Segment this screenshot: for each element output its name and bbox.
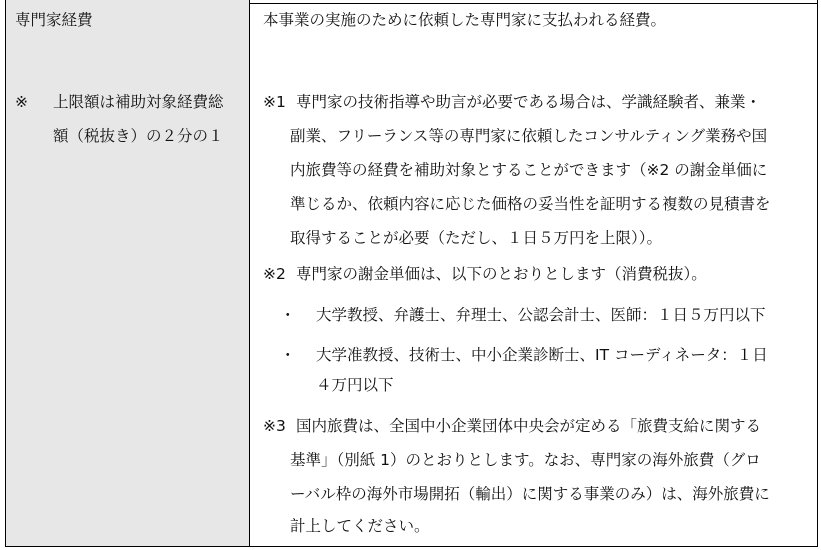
bullet-item: 大学准教授、技術士、中小企業診断士、IT コーディネータ：１日 bbox=[316, 346, 768, 364]
bullet-item: 大学教授、弁護士、弁理士、公認会計士、医師：１日５万円以下 bbox=[316, 306, 766, 324]
description-cell bbox=[250, 0, 817, 546]
note1-line: 内旅費等の経費を補助対象とすることができます（※2 の謝金単価に bbox=[290, 161, 768, 179]
bullet-item-continuation: ４万円以下 bbox=[316, 376, 394, 394]
bullet-mark: ・ bbox=[280, 346, 296, 364]
bullet-mark: ・ bbox=[280, 306, 296, 324]
intro-text: 本事業の実施のために依頼した専門家に支払われる経費。 bbox=[263, 11, 667, 29]
note3-mark: ※3 bbox=[263, 417, 286, 435]
note1-mark: ※1 bbox=[263, 93, 286, 111]
note1-line: 準じるか、依頼内容に応じた価格の妥当性を証明する複数の見積書を bbox=[290, 195, 771, 213]
note3-line: ーバル枠の海外市場開拓（輸出）に関する事業のみ）は、海外旅費に bbox=[290, 485, 770, 503]
note1-line: 副業、フリーランス等の専門家に依頼したコンサルティング業務や国 bbox=[290, 127, 768, 145]
limit-note-line2: 額（税抜き）の２分の１ bbox=[53, 127, 224, 145]
expense-table bbox=[5, 0, 818, 547]
note2-line: 専門家の謝金単価は、以下のとおりとします（消費税抜）。 bbox=[296, 265, 707, 283]
note1-line: 取得することが必要（ただし、１日５万円を上限））。 bbox=[290, 229, 663, 247]
note3-line: 計上してください。 bbox=[290, 517, 430, 535]
note2-mark: ※2 bbox=[263, 265, 286, 283]
category-heading: 専門家経費 bbox=[15, 11, 93, 29]
note1-line: 専門家の技術指導や助言が必要である場合は、学識経験者、兼業・ bbox=[296, 93, 762, 111]
category-cell bbox=[6, 0, 250, 546]
note3-line: 国内旅費は、全国中小企業団体中央会が定める「旅費支給に関する bbox=[296, 417, 762, 435]
note-mark: ※ bbox=[15, 93, 28, 111]
limit-note-line1: 上限額は補助対象経費総 bbox=[53, 93, 224, 111]
note3-line: 基準」（別紙 1）のとおりとします。なお、専門家の海外旅費（グロ bbox=[290, 451, 761, 469]
